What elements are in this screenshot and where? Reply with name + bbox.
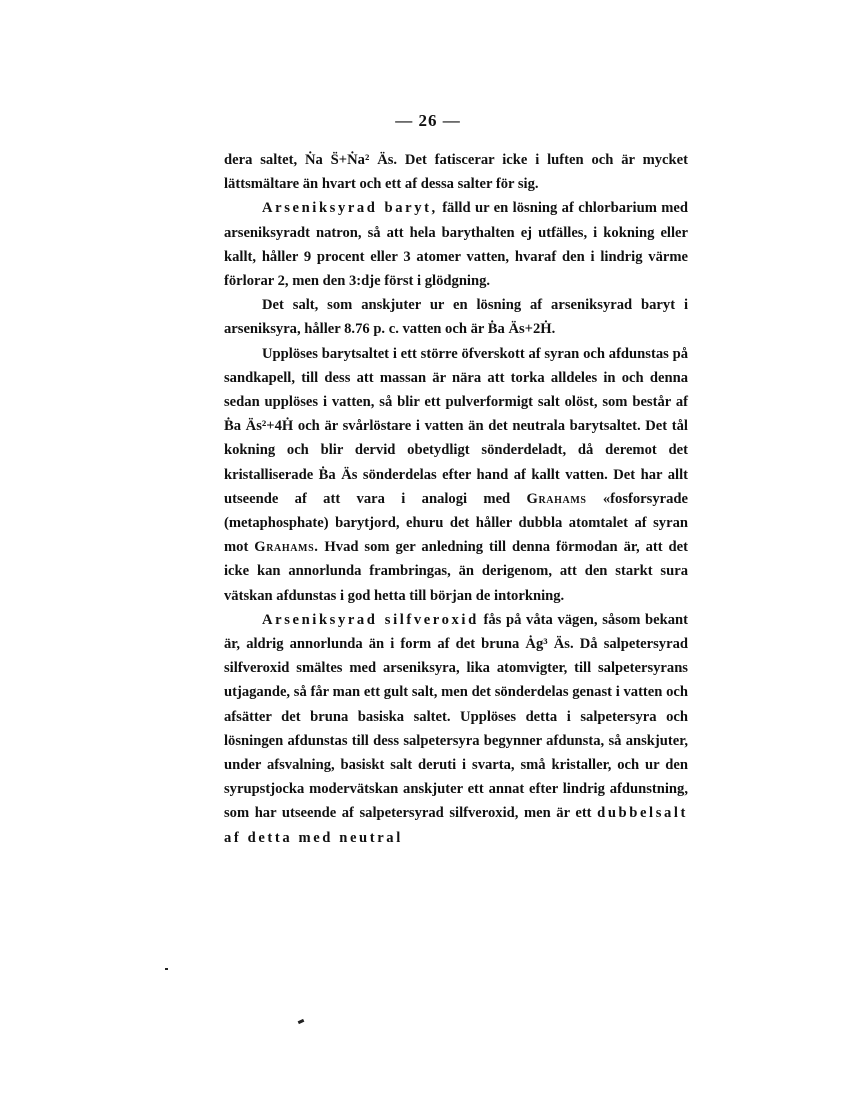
text-segment: fälld ur en lösning af chlorbarium med arseniksyradt natron, så att hela barythalten ej utfälles, i kokning eller kallt, håller 9 procent eller 3 atomer vatten, hvaraf den i lindrig värme förlorar 2, men den 3:dje först i glödgning.	[224, 200, 688, 290]
text-segment: Det fatiscerar icke i luften och är mycket lättsmältare än hvart och ett af dessa salter för sig.	[224, 152, 688, 193]
body-text	[224, 148, 688, 850]
chemical-formula: Ḃa Äs+2Ḣ.	[487, 321, 556, 338]
author-name: Grahams	[526, 490, 587, 507]
chemical-formula: Ḃa Äs	[318, 466, 358, 483]
text-segment: dera saltet,	[224, 152, 305, 168]
chemical-formula: Ḃa Äs²+4Ḣ	[224, 418, 294, 435]
emphasized-text: dubbelsalt af detta med neutral	[224, 805, 688, 846]
section-heading: Arseniksyrad silfveroxid	[262, 611, 479, 628]
print-speck	[298, 1019, 305, 1024]
paragraph-arseniksyrad-baryt	[224, 196, 688, 293]
text-segment: sönderdelas efter hand af kallt vatten. Det har allt utseende af att vara i analogi med	[224, 466, 688, 507]
print-speck	[165, 968, 168, 970]
paragraph-silfveroxid	[224, 608, 688, 850]
author-name: Grahams.	[254, 539, 319, 556]
chemical-formula: Ṅa S̈+Ṅa² Äs.	[304, 152, 398, 168]
page-number: — 26 —	[395, 111, 461, 130]
text-segment: Upplöses barytsaltet i ett större öfverskott af syran och afdunstas på sandkapell, till dess att massan är nära att torka alldeles in och denna sedan upplöses i vatten, så blir ett pulverformigt salt olöst, som består af	[224, 345, 688, 411]
text-segment: fås på våta vägen, såsom bekant är, aldrig annorlunda än i form af det bruna	[224, 611, 688, 653]
text-segment: «fosforsyrade (metaphosphate) barytjord, ehuru det håller dubbla atomtalet af syran mot	[224, 490, 688, 556]
section-heading: Arseniksyrad baryt,	[262, 200, 438, 217]
chemical-formula: Ȧg³ Äs.	[525, 636, 574, 653]
text-segment: Det salt, som anskjuter ur en lösning af arseniksyrad baryt i arseniksyra, håller 8.76 p. c. vatten och är	[224, 297, 688, 338]
text-segment: Då salpetersyrad silfveroxid smältes med arseniksyra, lika atomvigter, till salpetersyrans utjagande, så får man ett gult salt, men det sönderdelas genast i vatten och afsätter det bruna basiska saltet. Upplöses detta i salpetersyra och lösningen afdunstas till dess salpetersyra begynner afdunsta, så anskjuter, under afsvalning, basiskt salt deruti i svarta, små kristaller, och ur den syrupstjocka modervätskan anskjuter ett annat efter lindrig afdunstning, som har utseende af salpetersyrad silfveroxid, men är ett	[224, 636, 688, 822]
text-segment: Hvad som ger anledning till denna förmodan är, att det icke kan annorlunda frambringas, än derigenom, att den starkt sura vätskan afdunstas i god hetta till början de intorkning.	[224, 539, 688, 604]
paragraph-upplöses	[224, 342, 688, 608]
paragraph-salt	[224, 293, 688, 341]
text-segment: och är svårlöstare i vatten än det neutrala barytsaltet. Det tål kokning och blir dervid obetydligt sönderdeladt, då deremot det kristalliserade	[224, 418, 688, 483]
paragraph-continuation	[224, 148, 688, 196]
